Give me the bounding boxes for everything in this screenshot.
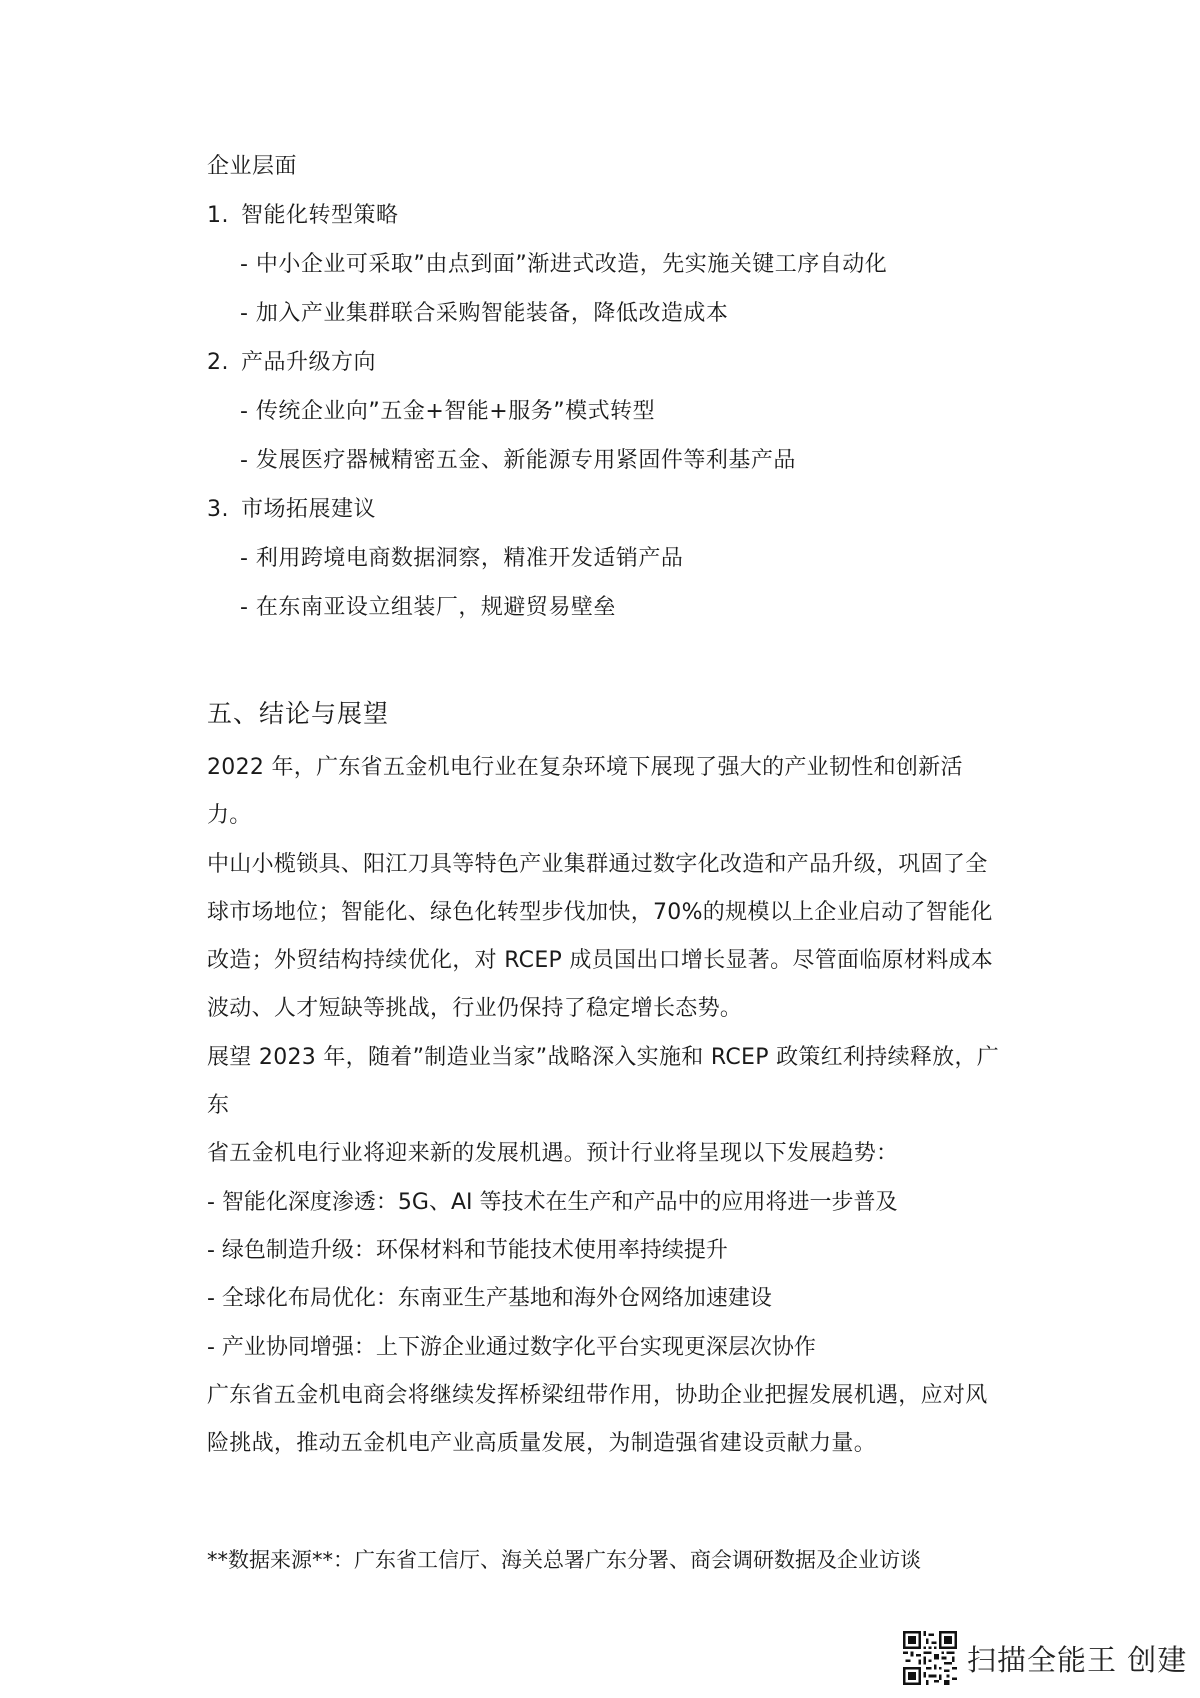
sub-item: - 在东南亚设立组装厂，规避贸易壁垒 — [240, 595, 616, 620]
trend-list — [207, 1179, 1007, 1372]
item-title: 市场拓展建议 — [241, 497, 377, 522]
item-title: 产品升级方向 — [241, 350, 377, 375]
text-line: 省五金机电行业将迎来新的发展机遇。预计行业将呈现以下发展趋势： — [207, 1141, 899, 1167]
item-number: 2. — [207, 350, 229, 375]
section-label: 企业层面 — [207, 154, 298, 179]
sub-item: - 中小企业可采取”由点到面”渐进式改造，先实施关键工序自动化 — [240, 252, 888, 277]
sub-item: - 发展医疗器械精密五金、新能源专用紧固件等利基产品 — [240, 448, 796, 473]
text-line: 险挑战，推动五金机电产业高质量发展，为制造强省建设贡献力量。 — [207, 1431, 877, 1457]
text-line: 球市场地位；智能化、绿色化转型步伐加快，70%的规模以上企业启动了智能化 — [207, 899, 993, 925]
text-line: 中山小榄锁具、阳江刀具等特色产业集群通过数字化改造和产品升级，巩固了全 — [207, 851, 988, 877]
text-line: 2022 年，广东省五金机电行业在复杂环境下展现了强大的产业韧性和创新活力。 — [207, 755, 963, 829]
text-line: 波动、人才短缺等挑战，行业仍保持了稳定增长态势。 — [207, 996, 743, 1022]
item-number: 1. — [207, 203, 229, 228]
sub-item: - 传统企业向”五金+智能+服务”模式转型 — [240, 399, 656, 424]
numbered-item-2 — [207, 338, 1007, 387]
trend-item: - 智能化深度渗透：5G、AI 等技术在生产和产品中的应用将进一步普及 — [207, 1189, 898, 1215]
watermark-text: 扫描全能王 创建 — [967, 1642, 1188, 1677]
sub-item: - 利用跨境电商数据洞察，精准开发适销产品 — [240, 546, 684, 571]
qr-code-icon — [903, 1631, 957, 1685]
section-heading: 五、结论与展望 — [207, 699, 390, 728]
numbered-item-3 — [207, 485, 1007, 534]
data-source-note: **数据来源**：广东省工信厅、海关总署广东分署、商会调研数据及企业访谈 — [207, 1548, 921, 1573]
item-title: 智能化转型策略 — [241, 203, 399, 228]
trend-item: - 全球化布局优化：东南亚生产基地和海外仓网络加速建设 — [207, 1286, 772, 1312]
text-line: 展望 2023 年，随着”制造业当家”战略深入实施和 RCEP 政策红利持续释放，广东 — [207, 1044, 1000, 1119]
document-page — [207, 140, 1007, 1580]
conclusion-paragraph-1 — [207, 744, 1007, 1034]
scanner-watermark — [903, 1628, 1187, 1688]
numbered-item-1 — [207, 191, 1007, 240]
text-line: 广东省五金机电商会将继续发挥桥梁纽带作用，协助企业把握发展机遇，应对风 — [207, 1382, 988, 1408]
conclusion-paragraph-2 — [207, 1034, 1007, 1179]
trend-item: - 产业协同增强：上下游企业通过数字化平台实现更深层次协作 — [207, 1334, 816, 1360]
trend-item: - 绿色制造升级：环保材料和节能技术使用率持续提升 — [207, 1237, 728, 1263]
sub-item: - 加入产业集群联合采购智能装备，降低改造成本 — [240, 301, 729, 326]
item-number: 3. — [207, 497, 229, 522]
text-line: 改造；外贸结构持续优化，对 RCEP 成员国出口增长显著。尽管面临原材料成本 — [207, 948, 994, 974]
conclusion-paragraph-3 — [207, 1372, 1007, 1469]
